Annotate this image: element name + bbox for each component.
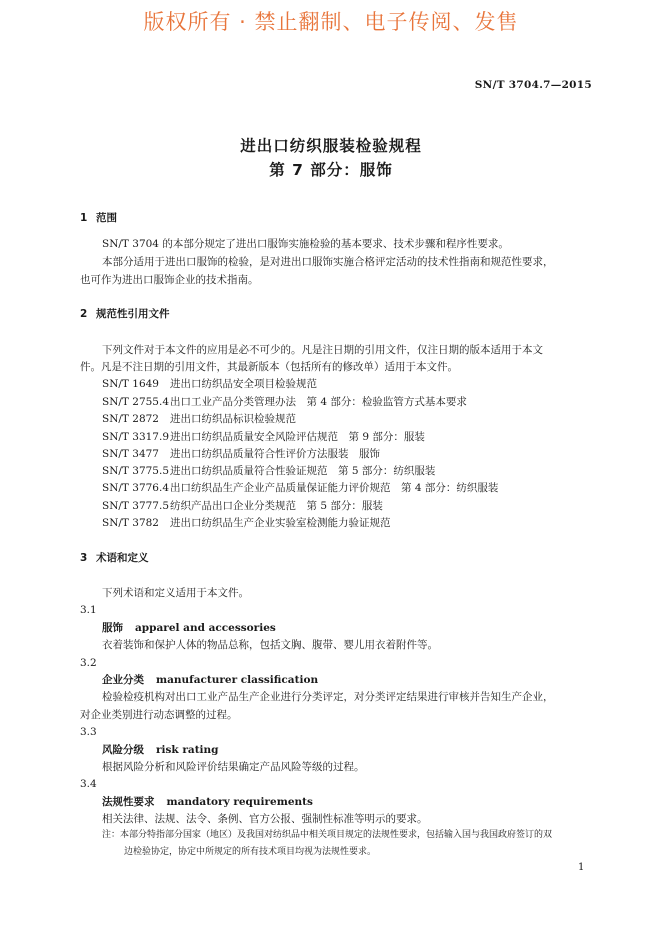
reference-item (102, 377, 317, 391)
reference-code: SN/T 3775.5 (102, 465, 169, 477)
term-english: mandatory requirements (166, 796, 313, 808)
term-english: risk rating (156, 744, 219, 756)
term-number: 3.1 (80, 604, 97, 616)
reference-code: SN/T 3317.9 (102, 431, 169, 443)
term-english: manufacturer classification (156, 674, 319, 686)
reference-item (102, 412, 296, 426)
term-number: 3.3 (80, 726, 97, 738)
reference-title: 进出口纺织品质量符合性验证规范 第 5 部分：纺织服装 (170, 465, 436, 477)
note-continued: 边检验协定，协定中所规定的所有技术项目均视为法规性要求。 (124, 847, 377, 857)
reference-code: SN/T 3782 (102, 517, 159, 529)
term-chinese: 企业分类 (102, 674, 144, 686)
term-heading (102, 743, 219, 757)
section-1-heading (80, 211, 117, 225)
section-3-heading (80, 551, 149, 565)
term-english: apparel and accessories (135, 622, 276, 634)
document-subtitle: 第 7 部分：服饰 (269, 161, 393, 179)
term-chinese: 服饰 (102, 622, 123, 634)
term-heading (102, 621, 276, 635)
section-title: 范围 (96, 212, 117, 224)
section-number: 3 (80, 552, 88, 564)
section-title: 规范性引用文件 (96, 308, 170, 320)
reference-item (102, 464, 435, 478)
term-definition-continued: 对企业类别进行动态调整的过程。 (80, 709, 238, 721)
reference-title: 进出口纺织品标识检验规范 (170, 413, 296, 425)
paragraph: 下列术语和定义适用于本文件。 (102, 587, 249, 599)
reference-title: 出口纺织品生产企业产品质量保证能力评价规范 第 4 部分：纺织服装 (170, 482, 499, 494)
reference-item (102, 481, 498, 495)
reference-title: 进出口纺织品生产企业实验室检测能力验证规范 (170, 517, 391, 529)
standard-number: SN/T 3704.7—2015 (474, 79, 592, 91)
term-number: 3.2 (80, 657, 97, 669)
reference-item (102, 447, 380, 461)
reference-item (102, 430, 425, 444)
paragraph: 下列文件对于本文件的应用是必不可少的。凡是注日期的引用文件，仅注日期的版本适用于本文 (102, 344, 543, 356)
term-definition: 检验检疫机构对出口工业产品生产企业进行分类评定，对分类评定结果进行审核并告知生产企业， (102, 691, 554, 703)
term-definition: 相关法律、法规、法令、条例、官方公报、强制性标准等明示的要求。 (102, 813, 428, 825)
paragraph-continued: 也可作为进出口服饰企业的技术指南。 (80, 274, 259, 286)
term-heading (102, 673, 318, 687)
reference-code: SN/T 1649 (102, 378, 159, 390)
reference-title: 纺织产品出口企业分类规范 第 5 部分：服装 (170, 500, 383, 512)
reference-title: 进出口纺织品质量符合性评价方法服装 服饰 (170, 448, 380, 460)
reference-title: 出口工业产品分类管理办法 第 4 部分：检验监管方式基本要求 (170, 396, 467, 408)
section-title: 术语和定义 (96, 552, 149, 564)
copyright-watermark: 版权所有 · 禁止翻制、电子传阅、发售 (143, 10, 519, 34)
reference-title: 进出口纺织品质量安全风险评估规范 第 9 部分：服装 (170, 431, 425, 443)
term-chinese: 风险分级 (102, 744, 144, 756)
note: 注：本部分特指部分国家（地区）及我国对纺织品中相关项目规定的法规性要求，包括输入国与我国政府签订的双 (102, 830, 553, 840)
reference-code: SN/T 2755.4 (102, 396, 169, 408)
reference-code: SN/T 2872 (102, 413, 159, 425)
term-number: 3.4 (80, 778, 97, 790)
paragraph-continued: 件。凡是不注日期的引用文件，其最新版本（包括所有的修改单）适用于本文件。 (80, 361, 458, 373)
term-chinese: 法规性要求 (102, 796, 155, 808)
reference-item (102, 516, 391, 530)
reference-item (102, 395, 467, 409)
section-number: 1 (80, 212, 88, 224)
reference-code: SN/T 3776.4 (102, 482, 169, 494)
paragraph: SN/T 3704 的本部分规定了进出口服饰实施检验的基本要求、技术步骤和程序性要求。 (102, 238, 509, 250)
page-number: 1 (578, 862, 585, 873)
reference-code: SN/T 3477 (102, 448, 159, 460)
document-title: 进出口纺织服装检验规程 (240, 137, 422, 155)
term-definition: 衣着装饰和保护人体的物品总称，包括文胸、腹带、婴儿用衣着附件等。 (102, 639, 438, 651)
reference-title: 进出口纺织品安全项目检验规范 (170, 378, 317, 390)
term-definition: 根据风险分析和风险评价结果确定产品风险等级的过程。 (102, 761, 365, 773)
reference-item (102, 499, 383, 513)
term-heading (102, 795, 313, 809)
paragraph: 本部分适用于进出口服饰的检验，是对进出口服饰实施合格评定活动的技术性指南和规范性要求， (102, 256, 554, 268)
reference-code: SN/T 3777.5 (102, 500, 169, 512)
section-2-heading (80, 307, 170, 321)
section-number: 2 (80, 308, 88, 320)
